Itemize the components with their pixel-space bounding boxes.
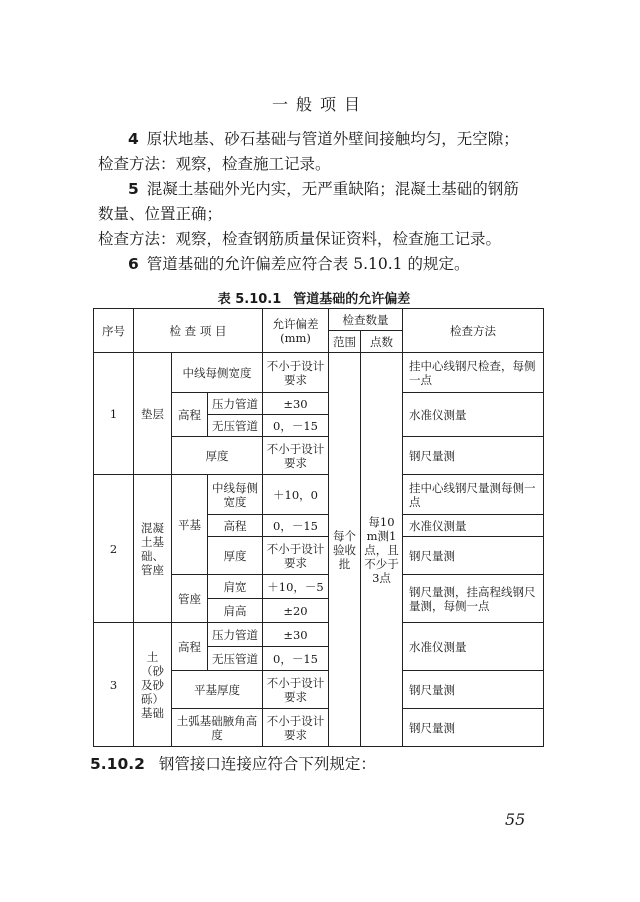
g2-dev: 0，－15 bbox=[263, 515, 329, 537]
th-deviation: 允许偏差(mm) bbox=[263, 309, 329, 353]
g2-item: 厚度 bbox=[208, 537, 263, 575]
th-seq: 序号 bbox=[94, 309, 134, 353]
g3-elev-method: 水准仪测量 bbox=[403, 623, 544, 671]
g2-dev: ＋10，－5 bbox=[263, 575, 329, 599]
g3-method: 钢尺量测 bbox=[403, 671, 544, 709]
g1-dev: ±30 bbox=[263, 393, 329, 415]
g3-item: 压力管道 bbox=[208, 623, 263, 647]
g1-seq: 1 bbox=[94, 353, 134, 475]
g2-seat-method: 钢尺量测，挂高程线钢尺量测，每侧一点 bbox=[403, 575, 544, 623]
g1-dev: 不小于设计要求 bbox=[263, 437, 329, 475]
g1-item: 无压管道 bbox=[208, 415, 263, 437]
g3-dev: 0，－15 bbox=[263, 647, 329, 671]
g2-item: 中线每侧宽度 bbox=[208, 475, 263, 515]
g2-flat: 平基 bbox=[172, 475, 208, 575]
g2-name: 混凝土基础、管座 bbox=[134, 475, 172, 623]
item-5: 5 混凝土基础外光内实，无严重缺陷；混凝土基础的钢筋 bbox=[128, 180, 519, 198]
points-all: 每10m测1点，且不少于3点 bbox=[361, 353, 403, 747]
g1-name: 垫层 bbox=[134, 353, 172, 475]
g3-elev: 高程 bbox=[172, 623, 208, 671]
g3-item: 土弧基础腋角高度 bbox=[172, 709, 263, 747]
g2-dev: 不小于设计要求 bbox=[263, 537, 329, 575]
g1-elev: 高程 bbox=[172, 393, 208, 437]
table-caption: 表 5.10.1 管道基础的允许偏差 bbox=[217, 292, 411, 307]
th-range: 范围 bbox=[329, 331, 361, 353]
g3-name: 土（砂及砂砾）基础 bbox=[134, 623, 172, 747]
deviation-table bbox=[93, 308, 544, 747]
g2-method: 钢尺量测 bbox=[403, 537, 544, 575]
g3-item: 平基厚度 bbox=[172, 671, 263, 709]
g1-dev: 0，－15 bbox=[263, 415, 329, 437]
g1-method: 挂中心线钢尺检查，每侧一点 bbox=[403, 353, 544, 393]
item-4-method: 检查方法：观察，检查施工记录。 bbox=[98, 155, 331, 173]
g2-dev: ＋10，0 bbox=[263, 475, 329, 515]
g2-seq: 2 bbox=[94, 475, 134, 623]
item-5-cont: 数量、位置正确； bbox=[98, 205, 223, 223]
g1-item: 中线每侧宽度 bbox=[172, 353, 263, 393]
range-all: 每个验收批 bbox=[329, 353, 361, 747]
g2-item: 肩宽 bbox=[208, 575, 263, 599]
g2-item: 高程 bbox=[208, 515, 263, 537]
item-6: 6 管道基础的允许偏差应符合表 5.10.1 的规定。 bbox=[128, 255, 470, 273]
item-4: 4 原状地基、砂石基础与管道外壁间接触均匀，无空隙； bbox=[128, 130, 519, 148]
g1-item: 压力管道 bbox=[208, 393, 263, 415]
g2-seat: 管座 bbox=[172, 575, 208, 623]
g2-dev: ±20 bbox=[263, 599, 329, 623]
section-heading: 一般项目 bbox=[271, 95, 368, 114]
g3-dev: 不小于设计要求 bbox=[263, 671, 329, 709]
g2-method: 水准仪测量 bbox=[403, 515, 544, 537]
g2-method: 挂中心线钢尺量测每侧一点 bbox=[403, 475, 544, 515]
g1-item: 厚度 bbox=[172, 437, 263, 475]
g3-dev: ±30 bbox=[263, 623, 329, 647]
g1-method: 钢尺量测 bbox=[403, 437, 544, 475]
th-item: 检 查 项 目 bbox=[134, 309, 263, 353]
page-number: 55 bbox=[505, 810, 526, 829]
th-points: 点数 bbox=[361, 331, 403, 353]
g3-method: 钢尺量测 bbox=[403, 709, 544, 747]
section-5-10-2: 5.10.2 钢管接口连接应符合下列规定： bbox=[90, 755, 376, 773]
g3-dev: 不小于设计要求 bbox=[263, 709, 329, 747]
g3-seq: 3 bbox=[94, 623, 134, 747]
item-5-method: 检查方法：观察，检查钢筋质量保证资料，检查施工记录。 bbox=[98, 230, 502, 248]
g1-dev: 不小于设计要求 bbox=[263, 353, 329, 393]
g1-elev-method: 水准仪测量 bbox=[403, 393, 544, 437]
th-qty: 检查数量 bbox=[329, 309, 403, 331]
g3-item: 无压管道 bbox=[208, 647, 263, 671]
th-method: 检查方法 bbox=[403, 309, 544, 353]
g2-item: 肩高 bbox=[208, 599, 263, 623]
